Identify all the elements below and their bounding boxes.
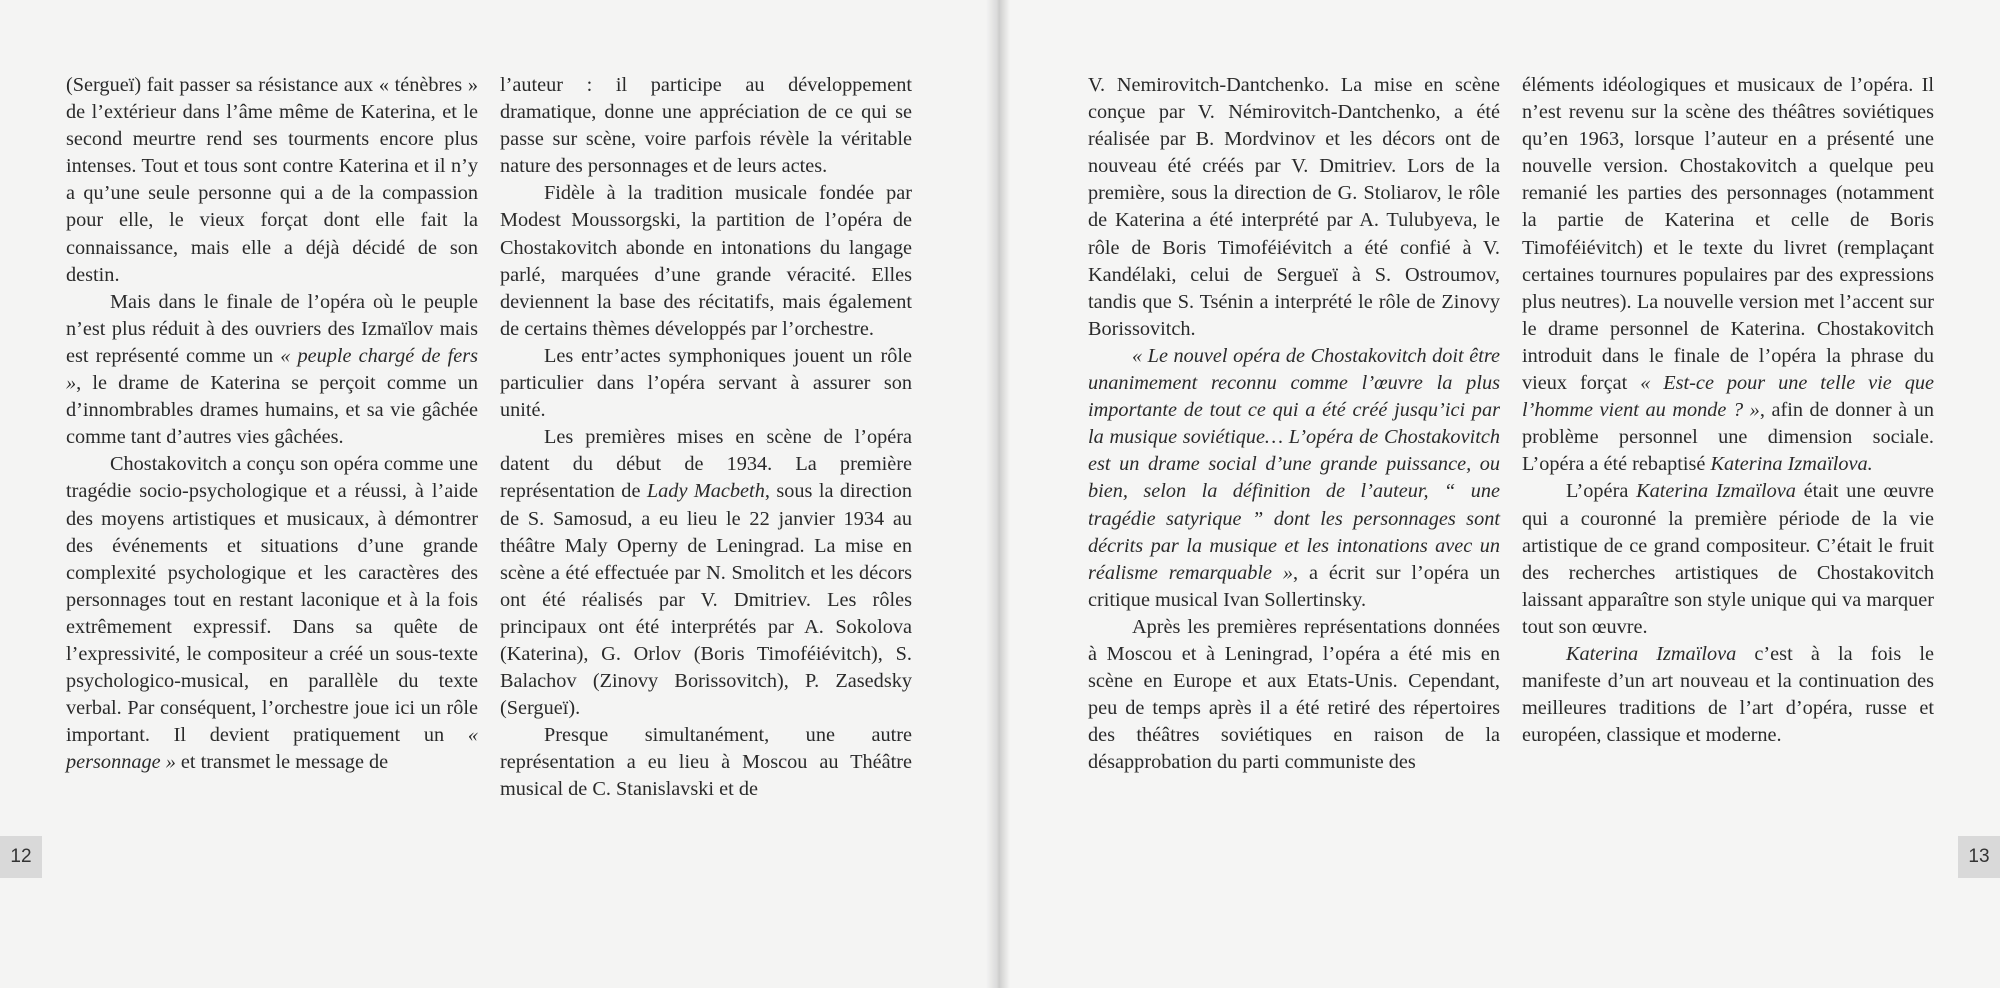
text-run: Presque simultanément, une autre représentation a eu lieu à Moscou au Théâtre musical de C. Stanislavski et de — [500, 724, 912, 801]
text-run: , sous la direction de S. Samosud, a eu lieu le 22 janvier 1934 au théâtre Maly Operny de Leningrad. La mise en scène a été effectuée par N. Smolitch et les décors ont été réalisés par V. Dmitriev. Les rôles principaux ont été interprétés par A. Sokolova (Katerina), G. Orlov (Boris Timoféiévitch), S. Balachov (Zinovy Borissovitch), P. Zasedsky (Sergueï). — [500, 480, 912, 720]
italic-run: « peuple chargé de fers » — [66, 344, 478, 395]
text-run: Chostakovitch a conçu son opéra comme une tragédie socio-psychologique et a réussi, à l’aide des moyens artistiques et musicaux, à démontrer des événements et situations d’une grande complexité psychologique et les caractères des personnages tout en restant laconique et à la fois extrêmement expressif. Dans sa quête de l’expressivité, le compositeur a créé un sous-texte psychologico-musical, en parallèle du texte verbal. Par conséquent, l’orchestre joue ici un rôle important. Il devient pratiquement un — [66, 453, 478, 747]
paragraph — [1522, 72, 1934, 478]
paragraph — [66, 451, 478, 776]
paragraph — [66, 72, 478, 289]
text-run: , afin de donner à un problème personnel une dimension sociale. L’opéra a été rebaptisé — [1522, 399, 1934, 476]
italic-run: Katerina Izmaïlova — [1566, 642, 1737, 665]
text-run: L’opéra — [1566, 480, 1637, 503]
paragraph — [500, 180, 912, 343]
paragraph — [1088, 72, 1500, 343]
text-run: , a écrit sur l’opéra un critique musical Ivan Sollertinsky. — [1088, 561, 1500, 611]
page-number-left: 12 — [0, 836, 42, 878]
left-page-column-2 — [500, 72, 912, 804]
paragraph — [1522, 641, 1934, 749]
italic-run: « personnage » — [66, 724, 478, 774]
text-run: était une œuvre qui a couronné la première période de la vie artistique de ce grand compositeur. C’était le fruit des recherches artistiques de Chostakovitch laissant apparaître son style unique qui va marquer tout son œuvre. — [1522, 480, 1934, 638]
italic-run: Katerina Izmaïlova. — [1710, 453, 1873, 476]
book-gutter-shadow — [986, 0, 1010, 988]
italic-run: Katerina Izmaïlova — [1636, 480, 1796, 503]
paragraph — [1522, 478, 1934, 641]
text-run: Les premières mises en scène de l’opéra datent du début de 1934. La première représentation de — [500, 426, 912, 503]
paragraph — [500, 72, 912, 180]
text-run: éléments idéologiques et musicaux de l’opéra. Il n’est revenu sur la scène des théâtres soviétiques qu’en 1963, lorsque l’auteur en a présenté une nouvelle version. Chostakovitch a quelque peu remanié les parties des personnages (notamment la partie de Katerina et celle de Boris Timoféiévitch) et le texte du livret (remplaçant certaines tournures populaires par des expressions plus neutres). La nouvelle version met l’accent sur le drame personnel de Katerina. Chostakovitch introduit dans le finale de l’opéra la phrase du vieux forçat — [1522, 74, 1934, 395]
page-number-right: 13 — [1958, 836, 2000, 878]
italic-run: « Est-ce pour une telle vie que l’homme vient au monde ? » — [1522, 372, 1934, 422]
paragraph — [66, 289, 478, 452]
text-run: c’est à la fois le manifeste d’un art nouveau et la continuation des meilleures traditions de l’art d’opéra, russe et européen, classique et moderne. — [1522, 642, 1935, 747]
right-page-column-1 — [1088, 72, 1500, 776]
right-page-column-2 — [1522, 72, 1934, 749]
left-page-column-1 — [66, 72, 478, 776]
paragraph — [500, 424, 912, 722]
text-run: (Sergueï) fait passer sa résistance aux « ténèbres » de l’extérieur dans l’âme même de Katerina, et le second meurtre rend ses tourments encore plus intenses. Tout et tous sont contre Katerina et il n’y a qu’une seule personne qui a de la compassion pour elle, le vieux forçat dont elle fait la connaissance, mais elle a déjà décidé de son destin. — [66, 74, 478, 286]
text-run: , le drame de Katerina se perçoit comme un d’innombrables drames humains, et sa vie gâchée comme tant d’autres vies gâchées. — [66, 372, 478, 449]
paragraph — [1088, 343, 1500, 614]
right-page — [1000, 0, 2000, 988]
italic-run: Lady Macbeth — [646, 480, 765, 503]
text-run: Les entr’actes symphoniques jouent un rôle particulier dans l’opéra servant à assurer son unité. — [500, 344, 912, 422]
text-run: Mais dans le finale de l’opéra où le peuple n’est plus réduit à des ouvriers des Izmaïlov mais est représenté comme un — [66, 290, 478, 367]
paragraph — [500, 343, 912, 424]
text-run: Après les premières représentations données à Moscou et à Leningrad, l’opéra a été mis en scène en Europe et aux Etats-Unis. Cependant, peu de temps après il a été retiré des répertoires des théâtres soviétiques en raison de la désapprobation du parti communiste des — [1088, 615, 1500, 774]
text-run: et transmet le message de — [175, 751, 389, 774]
text-run: Fidèle à la tradition musicale fondée par Modest Moussorgski, la partition de l’opéra de Chostakovitch abonde en intonations du langage parlé, marquées d’une grande véracité. Elles deviennent la base des récitatifs, mais également de certains thèmes développés par l’orchestre. — [500, 182, 912, 340]
paragraph — [500, 722, 912, 803]
text-run: V. Nemirovitch-Dantchenko. La mise en scène conçue par V. Némirovitch-Dantchenko, a été réalisée par B. Mordvinov et les décors ont de nouveau été créés par V. Dmitriev. Lors de la première, sous la direction de G. Stoliarov, le rôle de Katerina a été interprété par A. Tulubyeva, le rôle de Boris Timoféiévitch a été confié à V. Kandélaki, celui de Sergueï à S. Ostroumov, tandis que S. Tsénin a interprété le rôle de Zinovy Borissovitch. — [1088, 74, 1500, 340]
text-run: l’auteur : il participe au développement dramatique, donne une appréciation de ce qui se passe sur scène, voire parfois révèle la véritable nature des personnages et de leurs actes. — [500, 74, 912, 178]
italic-run: « Le nouvel opéra de Chostakovitch doit être unanimement reconnu comme l’œuvre la plus importante de tout ce qui a été créé jusqu’ici par la musique soviétique… L’opéra de Chostakovitch est un drame social d’une grande puissance, ou bien, selon la définition de l’auteur, “ une tragédie satyrique ” dont les personnages sont décrits par la musique et les intonations avec un réalisme remarquable » — [1088, 344, 1500, 584]
paragraph — [1088, 614, 1500, 777]
